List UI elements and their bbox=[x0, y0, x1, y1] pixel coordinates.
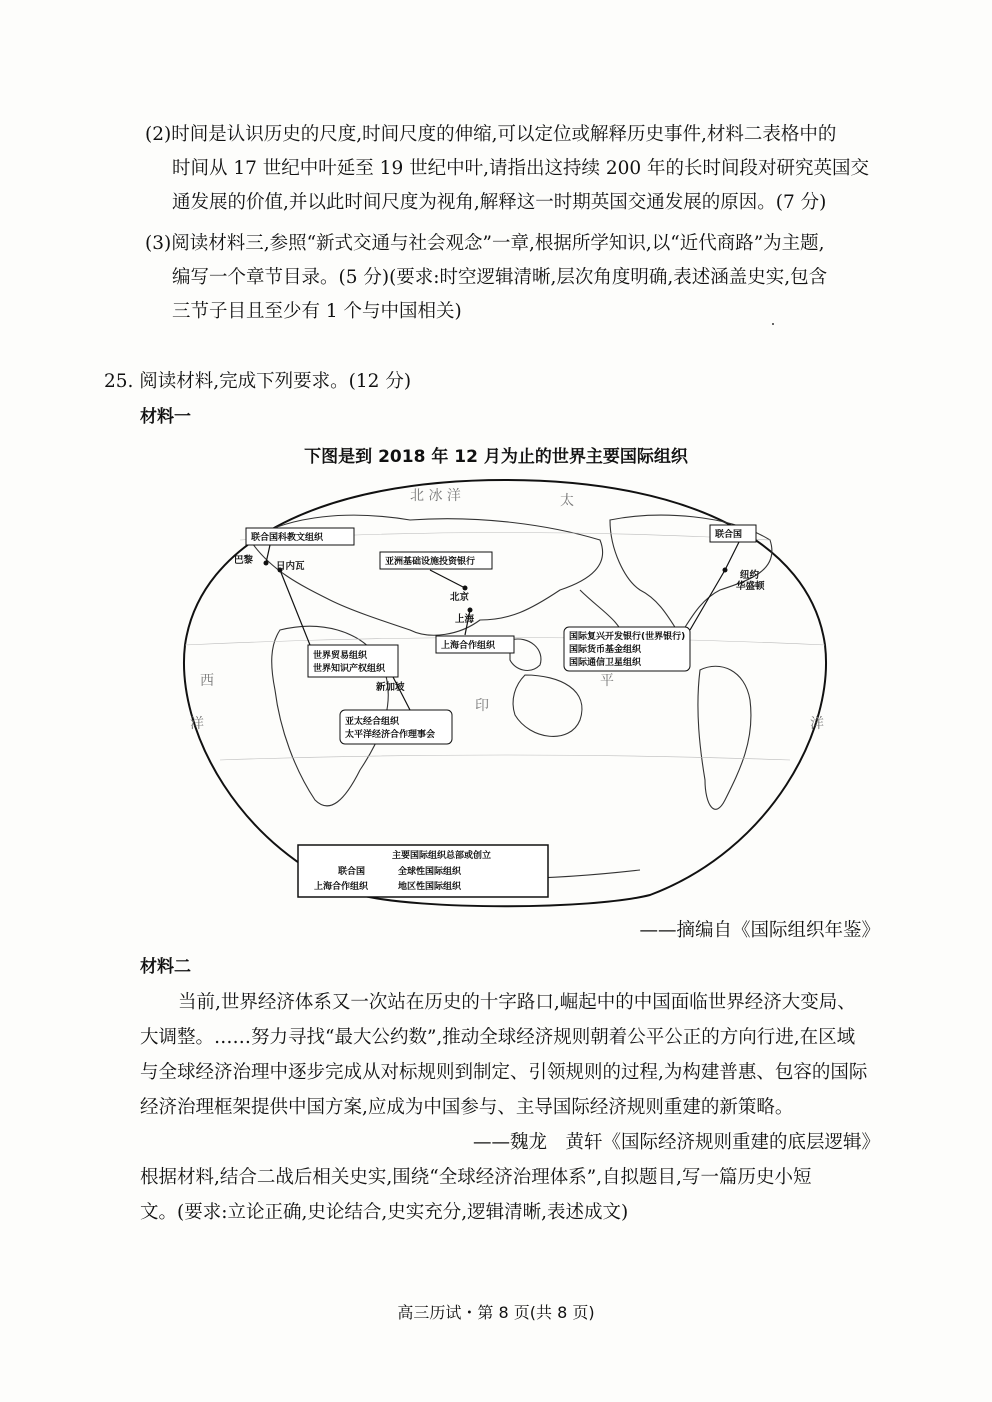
ocean-label-west: 西 bbox=[200, 673, 214, 689]
city-washington: 华盛顿 bbox=[736, 581, 765, 592]
ocean-label-east: 洋 bbox=[810, 716, 824, 732]
box-world-bank bbox=[564, 627, 690, 671]
question-3-line-1: (3)阅读材料三,参照“新式交通与社会观念”一章,根据所学知识,以“近代商路”为主题, bbox=[145, 233, 825, 254]
map-title: 下图是到 2018 年 12 月为止的世界主要国际组织 bbox=[304, 447, 688, 467]
ocean-label-indian: 印 bbox=[475, 698, 489, 714]
material-1-label: 材料一 bbox=[140, 407, 191, 427]
question-3-line-3: 三节子目且至少有 1 个与中国相关) bbox=[172, 301, 462, 322]
stray-dot bbox=[772, 323, 774, 325]
source-2: ——魏龙 黄轩《国际经济规则重建的底层逻辑》 bbox=[472, 1132, 880, 1153]
question-2-line-3: 通发展的价值,并以此时间尺度为视角,解释这一时期英国交通发展的原因。(7 分) bbox=[172, 192, 827, 213]
city-paris: 巴黎 bbox=[234, 555, 254, 566]
city-beijing: 北京 bbox=[450, 592, 470, 603]
legend-row1-key: 联合国 bbox=[338, 867, 366, 877]
box-world-bank-label-3: 国际通信卫星组织 bbox=[569, 658, 642, 668]
ocean-label-north: 北 冰 洋 bbox=[410, 488, 461, 504]
box-aiib bbox=[380, 552, 492, 569]
box-apec-label-1: 亚太经合组织 bbox=[345, 717, 400, 727]
box-wto-label-2: 世界知识产权组织 bbox=[313, 664, 386, 674]
world-map-figure bbox=[180, 470, 830, 912]
material-2-line-1: 当前,世界经济体系又一次站在历史的十字路口,崛起中的中国面临世界经济大变局、 bbox=[178, 992, 856, 1013]
map-legend bbox=[298, 845, 548, 897]
task-line-2: 文。(要求:立论正确,史论结合,史实充分,逻辑清晰,表述成文) bbox=[140, 1202, 629, 1223]
box-un-label: 联合国 bbox=[715, 530, 743, 540]
city-newyork: 纽约 bbox=[740, 570, 760, 581]
box-world-bank-label-2: 国际货币基金组织 bbox=[569, 645, 642, 655]
city-geneva: 日内瓦 bbox=[276, 561, 305, 572]
box-unesco-label: 联合国科教文组织 bbox=[251, 533, 324, 543]
box-apec-label-2: 太平洋经济合作理事会 bbox=[345, 730, 436, 740]
city-shanghai: 上海 bbox=[455, 614, 475, 625]
question-25-title: 25. 阅读材料,完成下列要求。(12 分) bbox=[104, 371, 412, 392]
task-line-1: 根据材料,结合二战后相关史实,围绕“全球经济治理体系”,自拟题目,写一篇历史小短 bbox=[140, 1167, 812, 1188]
box-world-bank-label-1: 国际复兴开发银行(世界银行) bbox=[569, 632, 686, 642]
box-unesco bbox=[246, 528, 354, 545]
box-sco-label: 上海合作组织 bbox=[441, 641, 496, 651]
legend-title: 主要国际组织总部或创立 bbox=[392, 851, 492, 861]
city-singapore: 新加坡 bbox=[376, 682, 405, 693]
ocean-label-pacific-n: 太 bbox=[560, 493, 574, 509]
box-sco bbox=[436, 636, 514, 653]
box-wto bbox=[308, 645, 398, 677]
box-apec bbox=[340, 710, 452, 744]
question-3-line-2: 编写一个章节目录。(5 分)(要求:时空逻辑清晰,层次角度明确,表述涵盖史实,包含 bbox=[172, 267, 828, 288]
ocean-label-pacific-s: 平 bbox=[600, 673, 614, 689]
material-2-label: 材料二 bbox=[140, 957, 191, 977]
source-1: ——摘编自《国际组织年鉴》 bbox=[639, 920, 880, 941]
question-2-line-1: (2)时间是认识历史的尺度,时间尺度的伸缩,可以定位或解释历史事件,材料二表格中的 bbox=[145, 124, 837, 145]
legend-row1-value: 全球性国际组织 bbox=[398, 867, 462, 877]
box-un bbox=[710, 525, 756, 542]
legend-row2-key: 上海合作组织 bbox=[314, 882, 369, 892]
material-2-line-2: 大调整。……努力寻找“最大公约数”,推动全球经济规则朝着公平公正的方向行进,在区域 bbox=[140, 1027, 856, 1048]
legend-row2-value: 地区性国际组织 bbox=[398, 882, 462, 892]
question-2-line-2: 时间从 17 世纪中叶延至 19 世纪中叶,请指出这持续 200 年的长时间段对研究英国交 bbox=[172, 158, 870, 179]
continents bbox=[250, 515, 772, 879]
ocean-label-atlantic: 洋 bbox=[190, 716, 204, 732]
material-2-line-4: 经济治理框架提供中国方案,应成为中国参与、主导国际经济规则重建的新策略。 bbox=[140, 1097, 794, 1118]
connector-lines bbox=[266, 540, 740, 710]
box-wto-label-1: 世界贸易组织 bbox=[313, 651, 368, 661]
page-footer: 高三历试・第 8 页(共 8 页) bbox=[397, 1303, 595, 1322]
material-2-line-3: 与全球经济治理中逐步完成从对标规则到制定、引领规则的过程,为构建普惠、包容的国际 bbox=[140, 1062, 868, 1083]
box-aiib-label: 亚洲基础设施投资银行 bbox=[385, 557, 476, 567]
